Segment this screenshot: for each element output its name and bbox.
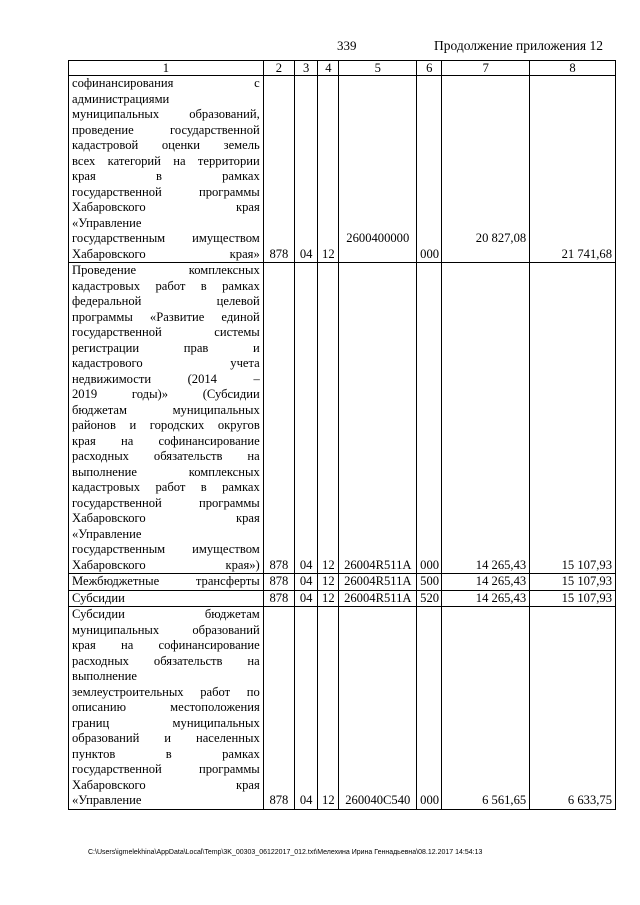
description-line: софинансирования с	[72, 76, 260, 90]
cell-section: 04	[295, 574, 318, 591]
description-line: «Управление	[72, 793, 142, 807]
description-line: бюджетам муниципальных	[72, 402, 260, 417]
cell-target-code: 26004R511A	[339, 263, 417, 574]
cell-ministry: 878	[263, 607, 294, 810]
description-line: выполнение	[72, 669, 137, 683]
cell-subsection: 12	[318, 607, 339, 810]
description-line: расходных обязательств на	[72, 449, 260, 463]
description-line: Хабаровского края	[72, 200, 260, 214]
cell-amount-2019: 21 741,68	[530, 76, 616, 263]
col-header-7: 7	[442, 61, 530, 76]
description-line: границ муниципальных	[72, 715, 260, 730]
cell-amount-2019: 6 633,75	[530, 607, 616, 810]
description-line: регистрации прав и	[72, 340, 260, 355]
description-line: края на софинансирование	[72, 638, 260, 652]
table-row	[69, 607, 616, 810]
cell-ministry: 878	[263, 76, 294, 263]
description-line: государственной программы	[72, 762, 260, 776]
description-line: администрациями	[72, 91, 170, 106]
description-line: кадастровых работ в рамках	[72, 480, 260, 494]
description-line: Хабаровского края»)	[72, 557, 260, 572]
description-line: описанию местоположения	[72, 700, 260, 714]
description-line: Хабаровского края»	[72, 246, 260, 261]
cell-section: 04	[295, 263, 318, 574]
col-header-3: 3	[295, 61, 318, 76]
description-line: федеральной целевой	[72, 294, 260, 308]
description-line: выполнение комплексных	[72, 464, 260, 479]
description-line: образований и населенных	[72, 731, 260, 745]
cell-ministry: 878	[263, 590, 294, 607]
row-description	[69, 590, 264, 607]
col-header-1: 1	[69, 61, 264, 76]
description-line: муниципальных образований	[72, 622, 260, 637]
cell-section: 04	[295, 590, 318, 607]
description-line: Межбюджетные трансферты	[72, 574, 260, 588]
table-header-row	[69, 61, 616, 76]
col-header-2: 2	[263, 61, 294, 76]
description-line: районов и городских округов	[72, 418, 260, 432]
cell-amount-2019: 15 107,93	[530, 590, 616, 607]
cell-amount-2019: 15 107,93	[530, 574, 616, 591]
cell-amount-2018: 14 265,43	[442, 574, 530, 591]
description-line: недвижимости (2014 –	[72, 371, 260, 386]
table-row	[69, 590, 616, 607]
col-header-4: 4	[318, 61, 339, 76]
cell-expense-type: 000	[417, 263, 442, 574]
description-line: Субсидии бюджетам	[72, 607, 260, 621]
description-line: края на софинансирование	[72, 433, 260, 448]
cell-amount-2018: 20 827,08	[442, 76, 530, 263]
cell-target-code: 2600400000	[339, 76, 417, 263]
file-path-footer: C:\Users\igmelekhina\AppData\Local\Temp\3K_00303_06122017_012.txt\Мелехина Ирина Геннадьевна\08.12.2017 14:54:13	[88, 849, 483, 856]
cell-target-code: 26004R511A	[339, 574, 417, 591]
description-line: 2019 годы)» (Субсидии	[72, 387, 260, 401]
description-line: программы «Развитие единой	[72, 309, 260, 324]
description-line: проведение государственной	[72, 122, 260, 137]
col-header-6: 6	[417, 61, 442, 76]
cell-amount-2019: 15 107,93	[530, 263, 616, 574]
cell-target-code: 260040С540	[339, 607, 417, 810]
table-row	[69, 263, 616, 574]
description-line: Хабаровского края	[72, 777, 260, 792]
description-line: края в рамках	[72, 169, 260, 183]
description-line: Хабаровского края	[72, 511, 260, 525]
description-line: кадастрового учета	[72, 356, 260, 370]
description-line: государственным имуществом	[72, 231, 260, 245]
cell-amount-2018: 14 265,43	[442, 590, 530, 607]
cell-section: 04	[295, 607, 318, 810]
row-description	[69, 607, 264, 810]
cell-section: 04	[295, 76, 318, 263]
table-row	[69, 76, 616, 263]
cell-amount-2018: 6 561,65	[442, 607, 530, 810]
description-line: Субсидии	[72, 590, 125, 605]
description-line: государственной программы	[72, 184, 260, 199]
cell-ministry: 878	[263, 574, 294, 591]
cell-subsection: 12	[318, 263, 339, 574]
description-line: кадастровых работ в рамках	[72, 278, 260, 293]
cell-subsection: 12	[318, 590, 339, 607]
col-header-8: 8	[530, 61, 616, 76]
description-line: Проведение комплексных	[72, 263, 260, 277]
page-number: 339	[337, 38, 357, 53]
cell-ministry: 878	[263, 263, 294, 574]
cell-subsection: 12	[318, 76, 339, 263]
description-line: всех категорий на территории	[72, 153, 260, 168]
cell-expense-type: 000	[417, 76, 442, 263]
cell-amount-2018: 14 265,43	[442, 263, 530, 574]
description-line: государственным имуществом	[72, 542, 260, 556]
cell-expense-type: 520	[417, 590, 442, 607]
description-line: «Управление	[72, 526, 142, 541]
appendix-note: Продолжение приложения 12	[434, 38, 604, 53]
cell-expense-type: 500	[417, 574, 442, 591]
cell-target-code: 26004R511A	[339, 590, 417, 607]
description-line: государственной системы	[72, 325, 260, 339]
description-line: пунктов в рамках	[72, 746, 260, 761]
description-line: государственной программы	[72, 495, 260, 510]
description-line: расходных обязательств на	[72, 653, 260, 668]
description-line: землеустроительных работ по	[72, 684, 260, 699]
row-description	[69, 76, 264, 263]
col-header-5: 5	[339, 61, 417, 76]
budget-table	[68, 60, 616, 810]
description-line: «Управление	[72, 215, 142, 230]
table-row	[69, 574, 616, 591]
description-line: кадастровой оценки земель	[72, 138, 260, 152]
row-description	[69, 263, 264, 574]
description-line: муниципальных образований,	[72, 107, 260, 121]
cell-subsection: 12	[318, 574, 339, 591]
row-description	[69, 574, 264, 591]
cell-expense-type: 000	[417, 607, 442, 810]
